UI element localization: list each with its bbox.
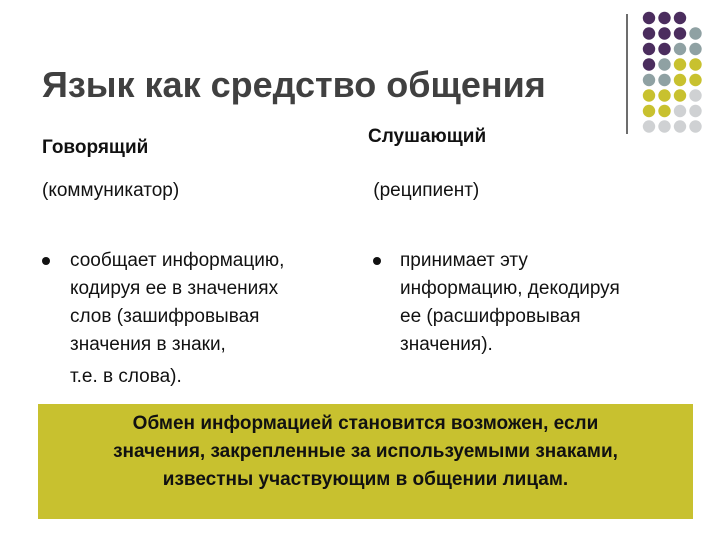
conclusion-box: [38, 404, 693, 519]
decorative-dot: [689, 58, 701, 70]
decorative-dot: [643, 27, 655, 39]
speaker-line: кодируя ее в значениях: [70, 278, 279, 299]
listener-role: (реципиент): [368, 180, 480, 201]
decorative-dot: [689, 89, 701, 101]
decorative-dot: [674, 89, 686, 101]
decorative-dot: [674, 74, 686, 86]
speaker-heading: Говорящий: [42, 137, 149, 158]
listener-bullet-icon: [373, 257, 381, 265]
decorative-dot: [658, 27, 670, 39]
speaker-line: значения в знаки,: [70, 334, 226, 355]
decorative-dot: [658, 120, 670, 132]
speaker-bullet-icon: [42, 257, 50, 265]
decorative-dot: [674, 105, 686, 117]
conclusion-text: Обмен информацией становится возможен, если значения, закрепленные за используемыми знаками, известны участвующим в общении лицам.: [113, 413, 618, 490]
decorative-dot: [643, 105, 655, 117]
listener-heading: Слушающий: [368, 126, 487, 147]
decorative-dot: [658, 43, 670, 55]
slide-title: Язык как средство общения: [42, 64, 546, 105]
decorative-dot: [643, 43, 655, 55]
decorative-dot: [658, 58, 670, 70]
decorative-dot: [658, 12, 670, 24]
decorative-dot: [674, 120, 686, 132]
decorative-dot: [643, 58, 655, 70]
decorative-dot: [689, 120, 701, 132]
decorative-dot: [658, 105, 670, 117]
listener-line: ее (расшифровывая: [400, 306, 581, 327]
decorative-dot: [674, 12, 686, 24]
decorative-dot: [674, 58, 686, 70]
decorative-dot: [674, 27, 686, 39]
decorative-dot: [658, 89, 670, 101]
decorative-dot: [658, 74, 670, 86]
vertical-divider: [626, 14, 628, 134]
listener-description: [400, 247, 620, 359]
decorative-dot: [674, 43, 686, 55]
decorative-dot-grid: [641, 10, 720, 135]
speaker-line: т.е. в слова).: [70, 366, 182, 387]
decorative-dot: [689, 27, 701, 39]
speaker-description: [70, 247, 284, 391]
decorative-dot: [643, 89, 655, 101]
speaker-line: слов (зашифровывая: [70, 306, 260, 327]
decorative-dot: [689, 43, 701, 55]
speaker-role: (коммуникатор): [42, 180, 180, 201]
decorative-dot: [643, 74, 655, 86]
speaker-line: сообщает информацию,: [70, 250, 285, 271]
decorative-dot: [643, 120, 655, 132]
listener-line: информацию, декодируя: [400, 278, 620, 299]
decorative-dot: [689, 105, 701, 117]
decorative-dot: [689, 74, 701, 86]
decorative-dot: [643, 12, 655, 24]
listener-line: значения).: [400, 334, 493, 355]
listener-line: принимает эту: [400, 250, 528, 271]
